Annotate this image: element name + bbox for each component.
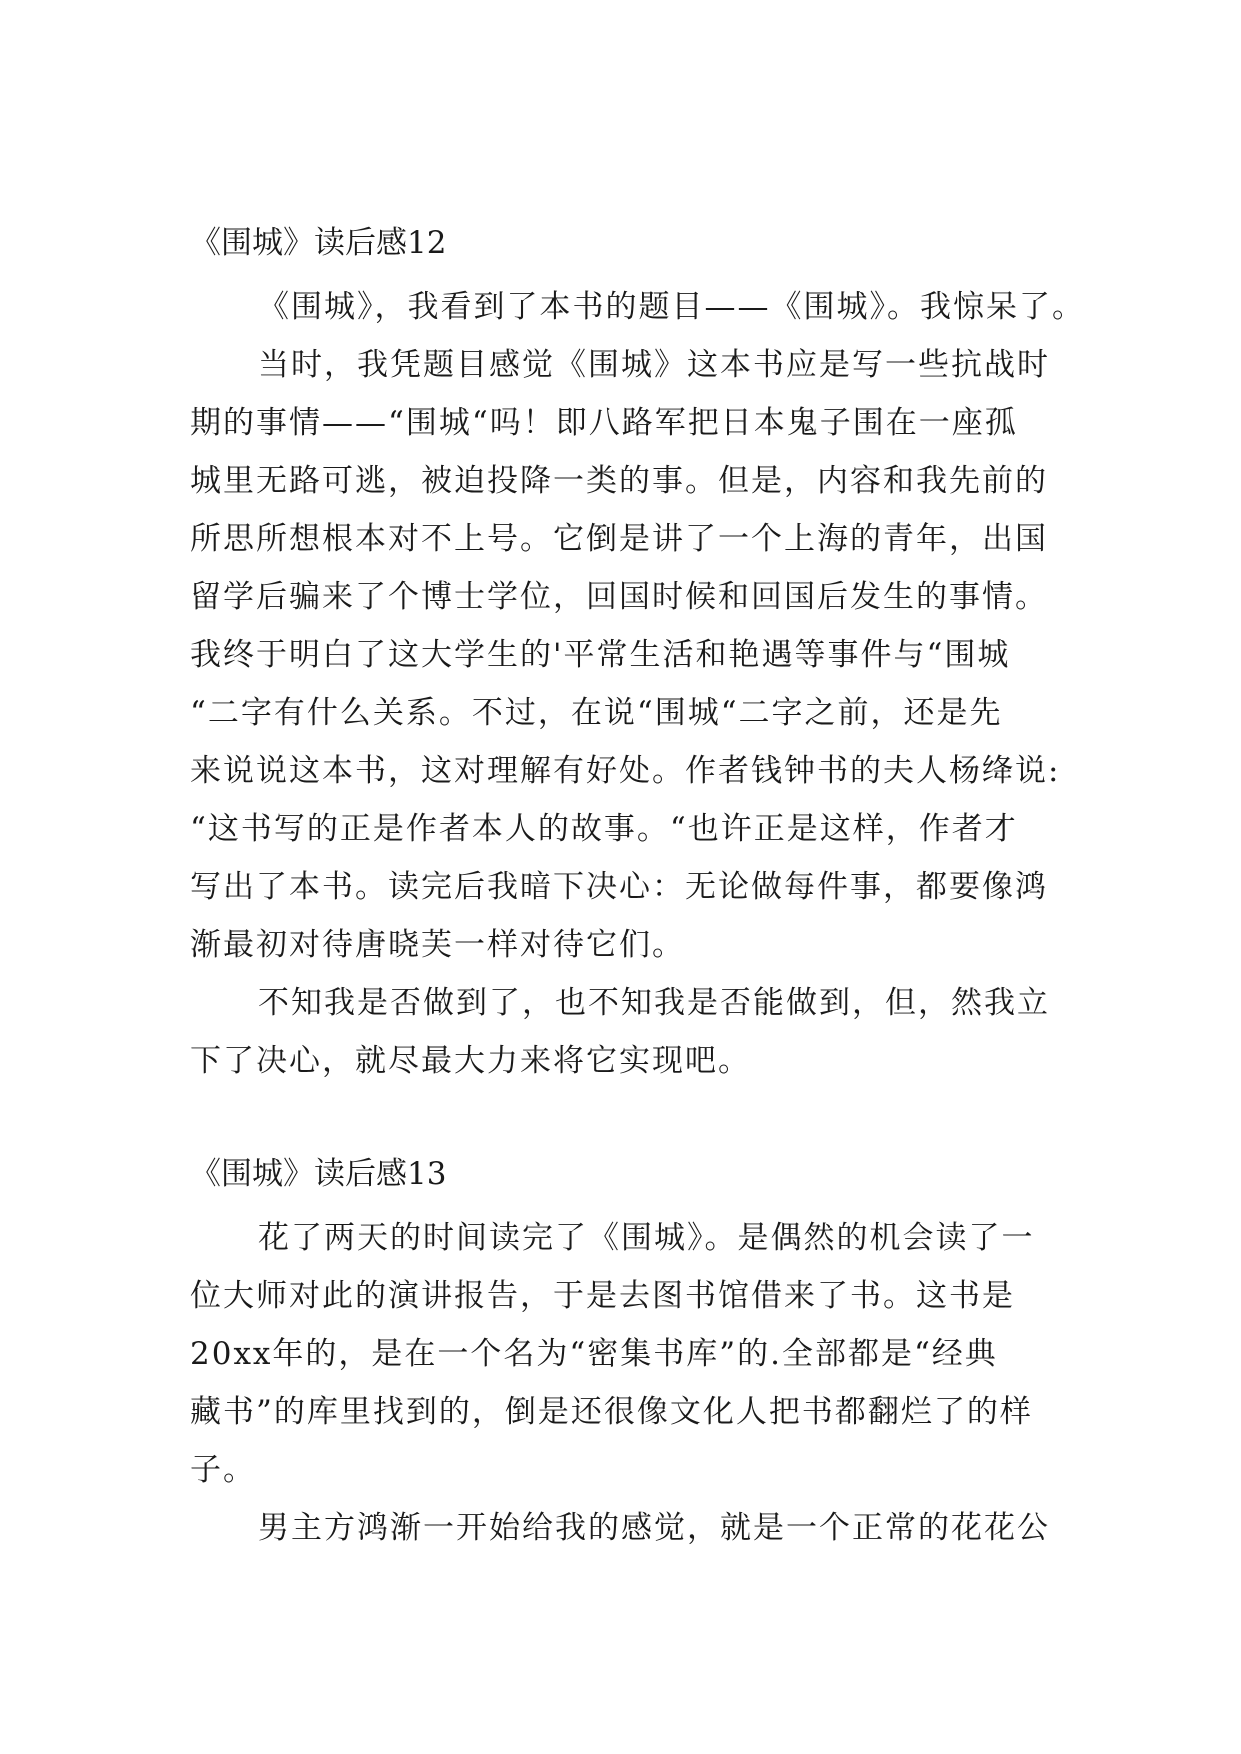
paragraph-line: 下了决心，就尽最大力来将它实现吧。 [190, 1043, 751, 1079]
paragraph-line: 所思所想根本对不上号。它倒是讲了一个上海的青年，出国 [190, 521, 1048, 557]
paragraph-line: 男主方鸿渐一开始给我的感觉，就是一个正常的花花公 [258, 1510, 1050, 1546]
paragraph-line: “二字有什么关系。不过，在说“围城“二字之前，还是先 [190, 695, 1003, 731]
paragraph-line: 位大师对此的演讲报告，于是去图书馆借来了书。这书是 [190, 1278, 1015, 1314]
paragraph-line: 写出了本书。读完后我暗下决心：无论做每件事，都要像鸿 [190, 869, 1048, 905]
section-title: 《围城》读后感12 [190, 225, 447, 261]
paragraph-line: 不知我是否做到了，也不知我是否能做到，但，然我立 [258, 985, 1050, 1021]
paragraph-line: 期的事情——“围城“吗！即八路军把日本鬼子围在一座孤 [190, 405, 1018, 441]
paragraph-line: 留学后骗来了个博士学位，回国时候和回国后发生的事情。 [190, 579, 1048, 615]
paragraph-line: 我终于明白了这大学生的'平常生活和艳遇等事件与“围城 [190, 637, 1011, 673]
section-title: 《围城》读后感13 [190, 1156, 447, 1192]
paragraph-line: 城里无路可逃，被迫投降一类的事。但是，内容和我先前的 [190, 463, 1048, 499]
paragraph-line: 子。 [190, 1452, 256, 1488]
paragraph-line: 20xx年的，是在一个名为“密集书库”的.全部都是“经典 [190, 1336, 998, 1372]
paragraph-line: 藏书”的库里找到的，倒是还很像文化人把书都翻烂了的样 [190, 1394, 1033, 1430]
paragraph-line: “这书写的正是作者本人的故事。“也许正是这样，作者才 [190, 811, 1018, 847]
paragraph-line: 花了两天的时间读完了《围城》。是偶然的机会读了一 [258, 1220, 1035, 1256]
paragraph-line: 渐最初对待唐晓芙一样对待它们。 [190, 927, 685, 963]
paragraph-line: 来说说这本书，这对理解有好处。作者钱钟书的夫人杨绛说: [190, 753, 1061, 789]
paragraph-line: 当时，我凭题目感觉《围城》这本书应是写一些抗战时 [258, 347, 1050, 383]
paragraph-line: 《围城》，我看到了本书的题目——《围城》。我惊呆了。 [258, 289, 1085, 325]
